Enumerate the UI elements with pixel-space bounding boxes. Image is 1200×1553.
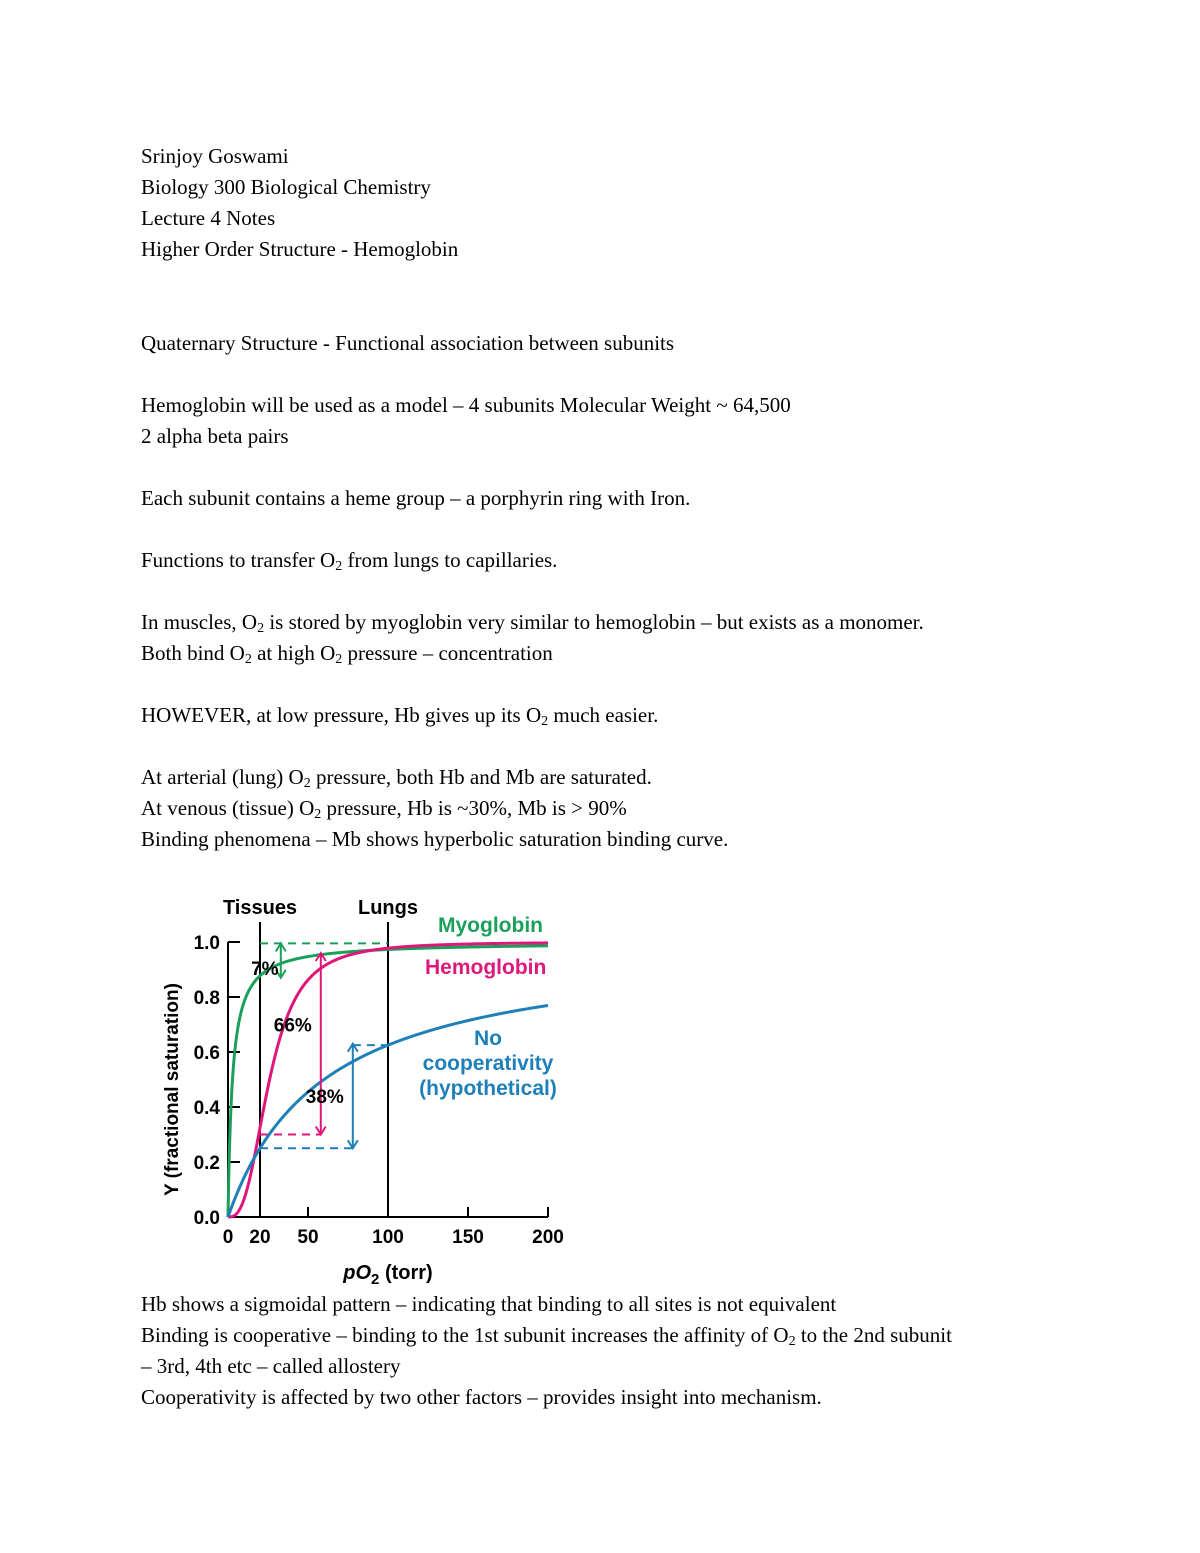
heme-line: Each subunit contains a heme group – a porphyrin ring with Iron. xyxy=(141,486,691,510)
x-tick-label: 50 xyxy=(297,1227,319,1248)
sigmoidal-line: Hb shows a sigmoidal pattern – indicating that binding to all sites is not equivalent xyxy=(141,1292,837,1316)
oxygen-binding-chart xyxy=(150,890,590,1285)
topic-title: Higher Order Structure - Hemoglobin xyxy=(141,237,459,261)
model-line: Hemoglobin will be used as a model – 4 subunits Molecular Weight ~ 64,500 xyxy=(141,393,791,417)
muscles-line: In muscles, $O_2$ is stored by myoglobin very similar to hemoglobin – but exists as a monomer. xyxy=(141,610,924,636)
series-label-myoglobin: Myoglobin xyxy=(438,914,543,937)
x-axis-label: $pO_2$ (torr) xyxy=(343,1262,433,1285)
factors-line: Cooperativity is affected by two other factors – provides insight into mechanism. xyxy=(141,1385,822,1409)
x-tick-label: 100 xyxy=(372,1227,404,1248)
cooperative-line: Binding is cooperative – binding to the 1st subunit increases the affinity of $O_2$ to the 2nd subunit xyxy=(141,1323,952,1349)
marker-label-tissues: Tissues xyxy=(222,897,298,919)
y-axis-label: Y (fractional saturation) xyxy=(162,983,183,1196)
series-label-no-cooperativity: cooperativity xyxy=(422,1052,554,1075)
series-label-no-cooperativity: No xyxy=(474,1027,502,1050)
y-tick-label: 0.4 xyxy=(193,1098,220,1119)
annotation-label: 7% xyxy=(251,959,279,981)
arterial-line: At arterial (lung) $O_2$ pressure, both Hb and Mb are saturated. xyxy=(141,765,652,791)
annotation-label: 38% xyxy=(305,1087,344,1108)
x-tick-label: 20 xyxy=(249,1227,271,1248)
allostery-line: – 3rd, 4th etc – called allostery xyxy=(141,1354,401,1378)
y-tick-label: 0.0 xyxy=(193,1208,220,1229)
quaternary-line: Quaternary Structure - Functional association between subunits xyxy=(141,331,675,355)
x-tick-label: 150 xyxy=(452,1227,484,1248)
however-line: HOWEVER, at low pressure, Hb gives up its $O_2$ much easier. xyxy=(141,703,659,729)
y-tick-label: 0.8 xyxy=(193,988,220,1009)
venous-line: At venous (tissue) $O_2$ pressure, Hb is ~30%, Mb is > 90% xyxy=(141,796,627,822)
y-tick-label: 0.2 xyxy=(193,1153,220,1174)
y-tick-label: 1.0 xyxy=(193,933,220,954)
both-bind-line: Both bind $O_2$ at high $O_2$ pressure – concentration xyxy=(141,641,553,667)
series-label-no-cooperativity: (hypothetical) xyxy=(419,1077,557,1100)
course-title: Biology 300 Biological Chemistry xyxy=(141,175,431,199)
x-tick-label: 200 xyxy=(532,1227,564,1248)
annotation-label: 66% xyxy=(273,1015,312,1037)
y-tick-label: 0.6 xyxy=(193,1043,220,1064)
x-tick-label: 0 xyxy=(222,1227,234,1248)
marker-label-lungs: Lungs xyxy=(358,897,418,919)
series-label-hemoglobin: Hemoglobin xyxy=(425,956,547,979)
binding-line: Binding phenomena – Mb shows hyperbolic saturation binding curve. xyxy=(141,827,729,851)
author-name: Srinjoy Goswami xyxy=(141,144,289,168)
pairs-line: 2 alpha beta pairs xyxy=(141,424,289,448)
lecture-title: Lecture 4 Notes xyxy=(141,206,276,230)
functions-line: Functions to transfer $O_2$ from lungs to capillaries. xyxy=(141,548,558,574)
